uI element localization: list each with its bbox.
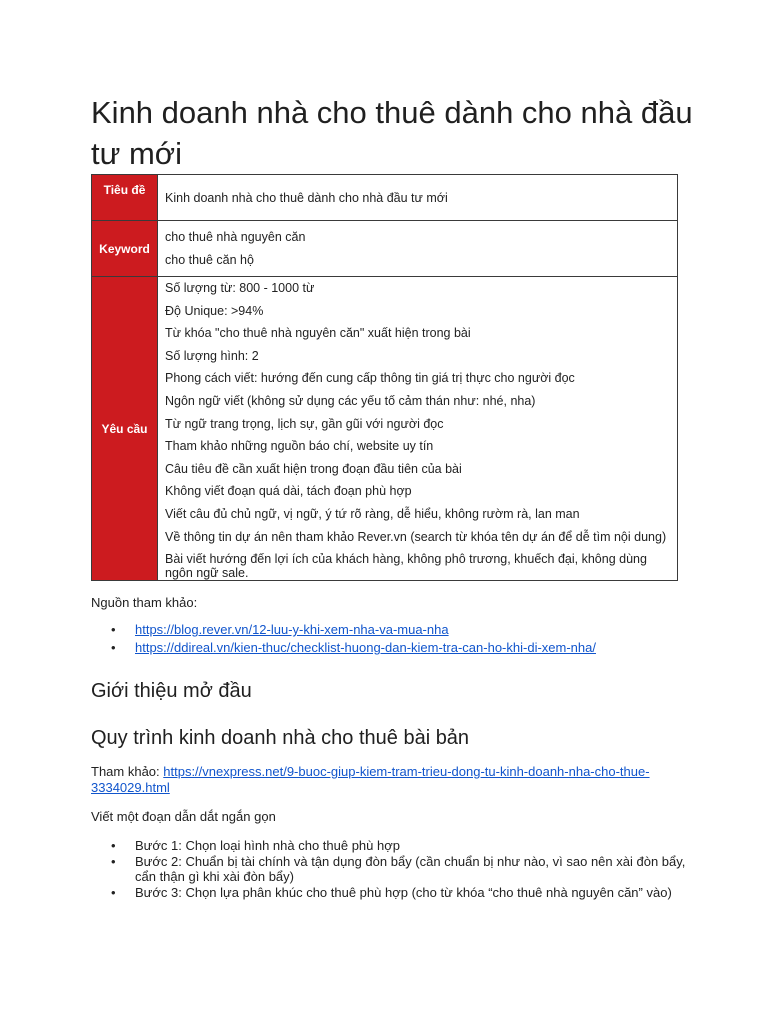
requirement-item: Độ Unique: >94% [165,303,264,318]
process-reference-label: Tham khảo: [91,764,164,779]
brief-row-title [92,175,678,221]
references-label: Nguồn tham khảo: [91,595,198,610]
requirement-item: Ngôn ngữ viết (không sử dụng các yếu tố cảm thán như: nhé, nha) [165,393,536,408]
requirement-item: Về thông tin dự án nên tham khảo Rever.vn (search từ khóa tên dự án để dễ tìm nội dung) [165,529,667,544]
process-reference [91,764,691,796]
requirement-item: Phong cách viết: hướng đến cung cấp thông tin giá trị thực cho người đọc [165,371,575,386]
keyword-values [158,221,678,277]
requirement-item: Tham khảo những nguồn báo chí, website uy tín [165,439,434,454]
section-heading-intro: Giới thiệu mở đầu [91,680,252,702]
keyword-label: Keyword [92,221,158,277]
step-item: • Bước 2: Chuẩn bị tài chính và tận dụng đòn bẩy (cần chuẩn bị như nào, vì sao nên xài đòn bẩy, cẩn thận gì khi xài đòn bẩy) [135,854,695,885]
step-item: • Bước 1: Chọn loại hình nhà cho thuê phù hợp [135,838,695,854]
keyword-item: cho thuê nhà nguyên căn [165,229,306,244]
requirement-item: Không viết đoạn quá dài, tách đoạn phù hợp [165,484,412,499]
process-reference-link[interactable]: https://vnexpress.net/9-buoc-giup-kiem-tram-trieu-dong-tu-kinh-doanh-nha-cho-thue-3334029.html [91,764,650,795]
title-value: Kinh doanh nhà cho thuê dành cho nhà đầu tư mới [158,175,678,221]
requirement-item: Từ khóa "cho thuê nhà nguyên căn" xuất hiện trong bài [165,326,471,341]
requirements-label: Yêu cầu [92,277,158,581]
steps-list [91,838,695,900]
requirements-values [158,277,678,581]
brief-row-keyword [92,221,678,277]
requirement-item: Viết câu đủ chủ ngữ, vị ngữ, ý tứ rõ ràng, dễ hiểu, không rườm rà, lan man [165,506,580,521]
list-item [135,621,735,639]
reference-link[interactable]: https://blog.rever.vn/12-luu-y-khi-xem-nha-va-mua-nha [135,622,449,637]
document-title: Kinh doanh nhà cho thuê dành cho nhà đầu tư mới [91,95,693,171]
requirement-item: Số lượng từ: 800 - 1000 từ [165,281,315,295]
requirement-item: Số lượng hình: 2 [165,348,259,363]
brief-table [91,174,678,581]
step-item: • Bước 3: Chọn lựa phân khúc cho thuê phù hợp (cho từ khóa “cho thuê nhà nguyên căn” vào) [135,885,695,901]
title-label: Tiêu đề [92,175,158,221]
reference-link[interactable]: https://ddireal.vn/kien-thuc/checklist-huong-dan-kiem-tra-can-ho-khi-di-xem-nha/ [135,640,596,655]
keyword-item: cho thuê căn hộ [165,252,254,267]
brief-row-requirements [92,277,678,581]
lead-text: Viết một đoạn dẫn dắt ngắn gọn [91,809,276,824]
list-item [135,639,735,657]
references-list [91,621,735,657]
requirement-item: Từ ngữ trang trọng, lịch sự, gần gũi với người đọc [165,416,444,431]
section-heading-process: Quy trình kinh doanh nhà cho thuê bài bản [91,727,470,749]
requirement-item: Câu tiêu đề cần xuất hiện trong đoạn đầu tiên của bài [165,461,462,476]
requirement-item: Bài viết hướng đến lợi ích của khách hàng, không phô trương, khuếch đại, không dùng ngôn ngữ sale. [165,552,647,581]
